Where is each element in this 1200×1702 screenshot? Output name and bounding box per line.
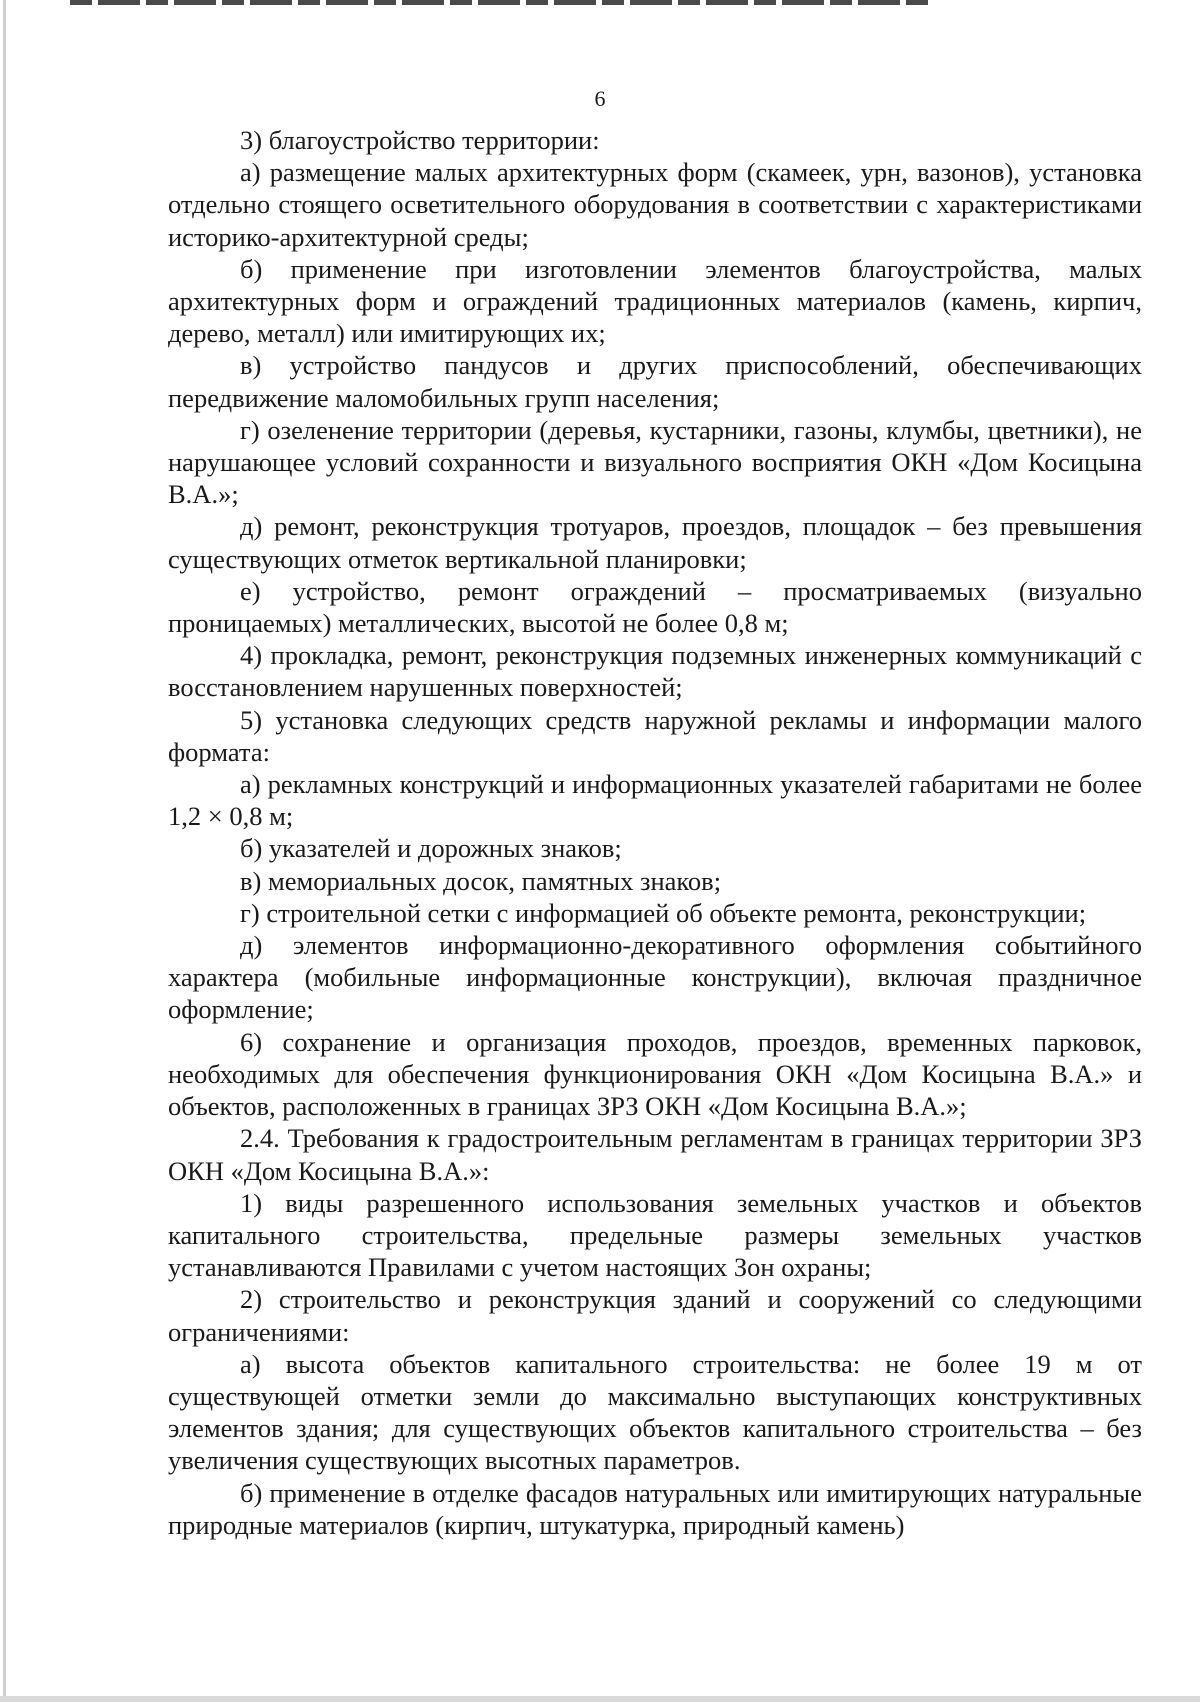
paragraph-ad-structures: а) рекламных конструкций и информационных указателей габаритами не более 1,2 × 0,8 м;: [168, 769, 1142, 832]
paragraph-event-decoration: д) элементов информационно-декоративного оформления событийного характера (мобильные информационные конструкции), включая праздничное оформление;: [168, 930, 1142, 1025]
scan-edge-left: [3, 0, 6, 1702]
paragraph-section-2-4: 2.4. Требования к градостроительным регламентам в границах территории ЗРЗ ОКН «Дом Косицына В.А.»:: [168, 1123, 1142, 1186]
paragraph-facade-materials: б) применение в отделке фасадов натуральных или имитирующих натуральные природные материалов (кирпич, штукатурка, природный камень): [168, 1477, 1142, 1540]
paragraph-sidewalk-repair: д) ремонт, реконструкция тротуаров, проездов, площадок – без превышения существующих отметок вертикальной планировки;: [168, 511, 1142, 574]
paragraph-traditional-materials: б) применение при изготовлении элементов благоустройства, малых архитектурных форм и ограждений традиционных материалов (камень, кирпич, дерево, металл) или имитирующих их;: [168, 253, 1142, 349]
paragraph-passages-parking: 6) сохранение и организация проходов, проездов, временных парковок, необходимых для обеспечения функционирования ОКН «Дом Косицына В.А.» и объектов, расположенных в границах ЗРЗ ОКН «Дом Косицына В.А.»;: [168, 1026, 1142, 1122]
paragraph-permitted-use: 1) виды разрешенного использования земельных участков и объектов капитального строительства, предельные размеры земельных участков устанавливаются Правилами с учетом настоящих Зон охраны;: [168, 1187, 1142, 1283]
paragraph-construction-mesh: г) строительной сетки с информацией об объекте ремонта, реконструкции;: [240, 897, 1087, 928]
paragraph-ramps: в) устройство пандусов и других приспособлений, обеспечивающих передвижение маломобильных групп населения;: [168, 350, 1142, 413]
paragraph-construction-limits: 2) строительство и реконструкция зданий и сооружений со следующими ограничениями:: [168, 1284, 1142, 1347]
paragraph-utilities: 4) прокладка, ремонт, реконструкция подземных инженерных коммуникаций с восстановлением нарушенных поверхностей;: [168, 640, 1142, 703]
paragraph-landscaping: 3) благоустройство территории:: [240, 125, 600, 155]
paragraph-fences: е) устройство, ремонт ограждений – просматриваемых (визуально проницаемых) металлических, высотой не более 0,8 м;: [168, 575, 1142, 639]
paragraph-advertising: 5) установка следующих средств наружной рекламы и информации малого формата:: [168, 704, 1142, 767]
page-number: 6: [594, 86, 606, 111]
scan-edge-bottom: [0, 1696, 1200, 1702]
scan-edge-top: [70, 0, 930, 5]
paragraph-road-signs: б) указателей и дорожных знаков;: [240, 833, 622, 864]
paragraph-building-height: а) высота объектов капитального строительства: не более 19 м от существующей отметки земли до максимально выступающих конструктивных элементов здания; для существующих объектов капитального строительства – без увеличения существующих высотных параметров.: [168, 1348, 1142, 1476]
paragraph-greening: г) озеленение территории (деревья, кустарники, газоны, клумбы, цветники), не нарушающее условий сохранности и визуального восприятия ОКН «Дом Косицына В.А.»;: [168, 414, 1142, 510]
document-body: [168, 124, 1142, 1541]
paragraph-small-architectural-forms: а) размещение малых архитектурных форм (скамеек, урн, вазонов), установка отдельно стоящего осветительного оборудования в соответствии с характеристиками историко-архитектурной среды;: [168, 157, 1142, 252]
paragraph-memorial-plaques: в) мемориальных досок, памятных знаков;: [240, 865, 722, 896]
